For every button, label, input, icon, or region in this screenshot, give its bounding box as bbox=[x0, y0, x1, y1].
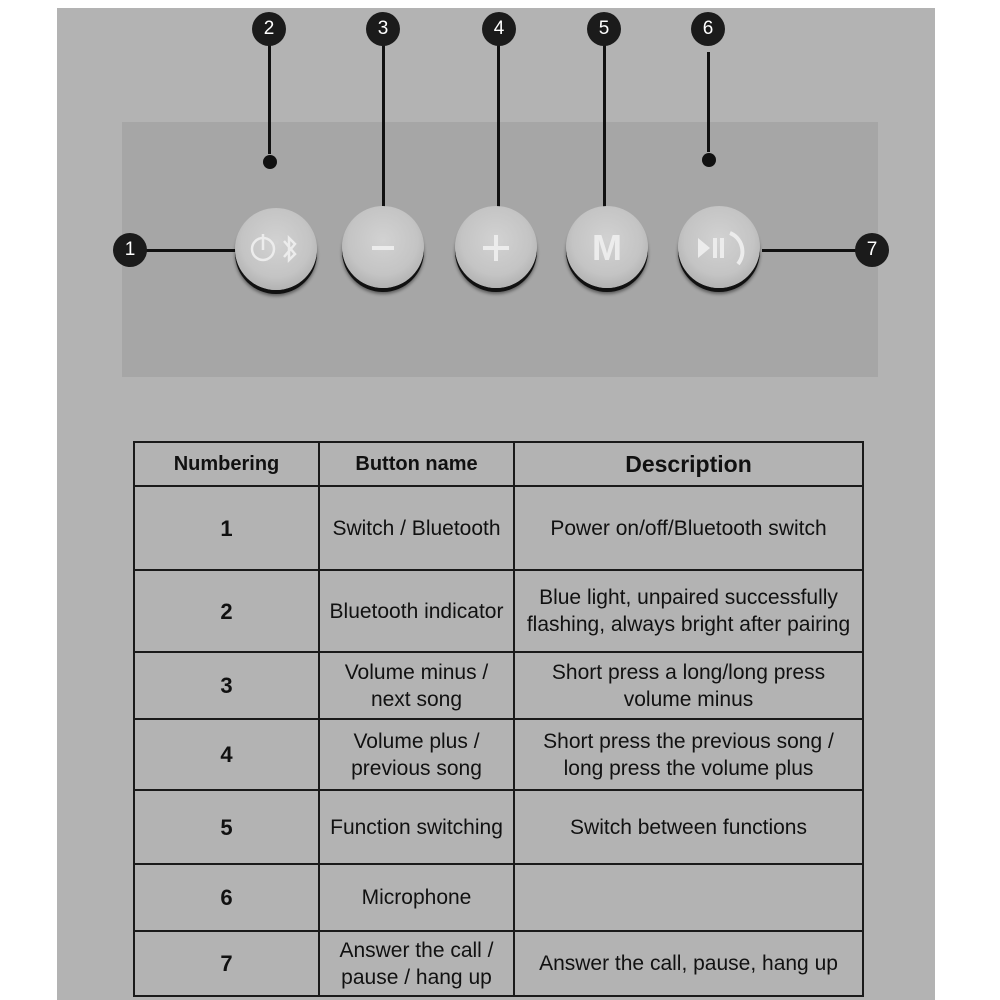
table-row bbox=[134, 719, 863, 790]
table-row bbox=[134, 931, 863, 996]
name-line: previous song bbox=[351, 756, 482, 780]
header-button-name: Button name bbox=[319, 442, 514, 486]
mode-icon bbox=[566, 206, 648, 288]
row-button-name bbox=[319, 864, 514, 931]
volume-minus-button[interactable] bbox=[342, 206, 424, 288]
row-number: 2 bbox=[134, 570, 319, 652]
row-number: 4 bbox=[134, 719, 319, 790]
desc-line: Power on/off/Bluetooth switch bbox=[550, 516, 827, 540]
desc-line: long press the volume plus bbox=[563, 756, 814, 780]
play-pause-button[interactable] bbox=[678, 206, 760, 288]
name-line: Volume plus / bbox=[353, 729, 480, 753]
power-bluetooth-icon bbox=[235, 208, 317, 290]
marker-4: 4 bbox=[482, 12, 516, 46]
volume-plus-button[interactable] bbox=[455, 206, 537, 288]
table-row bbox=[134, 570, 863, 652]
desc-line: Short press the previous song / bbox=[543, 729, 834, 753]
name-line: Bluetooth indicator bbox=[329, 599, 504, 623]
marker-5: 5 bbox=[587, 12, 621, 46]
name-line: Microphone bbox=[361, 886, 472, 909]
minus-icon bbox=[342, 206, 424, 288]
row-button-name bbox=[319, 719, 514, 790]
row-button-name bbox=[319, 790, 514, 864]
name-line: Function switching bbox=[330, 815, 503, 839]
row-description bbox=[514, 570, 863, 652]
leader-line-1 bbox=[140, 249, 236, 252]
desc-line: Blue light, unpaired successfully bbox=[539, 586, 838, 609]
button-spec-table bbox=[133, 441, 864, 997]
desc-line: volume minus bbox=[623, 687, 754, 711]
header-numbering: Numbering bbox=[134, 442, 319, 486]
name-line: Answer the call / bbox=[339, 938, 494, 962]
row-description bbox=[514, 652, 863, 719]
marker-3: 3 bbox=[366, 12, 400, 46]
table-row bbox=[134, 652, 863, 719]
leader-line-5 bbox=[603, 44, 606, 210]
row-description bbox=[514, 719, 863, 790]
row-number: 1 bbox=[134, 486, 319, 570]
table-row bbox=[134, 864, 863, 931]
leader-line-7 bbox=[762, 249, 856, 252]
leader-line-3 bbox=[382, 44, 385, 210]
name-line: Switch / Bluetooth bbox=[332, 516, 501, 540]
row-button-name bbox=[319, 652, 514, 719]
microphone-hole bbox=[702, 153, 716, 167]
row-description bbox=[514, 486, 863, 570]
row-button-name bbox=[319, 931, 514, 996]
leader-line-4 bbox=[497, 44, 500, 210]
row-description bbox=[514, 931, 863, 996]
table-row bbox=[134, 790, 863, 864]
table-row bbox=[134, 486, 863, 570]
marker-2: 2 bbox=[252, 12, 286, 46]
desc-line: flashing, always bright after pairing bbox=[526, 613, 851, 636]
marker-7: 7 bbox=[855, 233, 889, 267]
name-line: next song bbox=[370, 687, 463, 711]
desc-line: Answer the call, pause, hang up bbox=[539, 952, 838, 975]
row-description bbox=[514, 864, 863, 931]
name-line: Volume minus / bbox=[344, 660, 489, 684]
play-pause-icon bbox=[678, 206, 760, 288]
mode-button[interactable] bbox=[566, 206, 648, 288]
desc-line: Short press a long/long press bbox=[551, 660, 826, 684]
row-number: 7 bbox=[134, 931, 319, 996]
power-bluetooth-button[interactable] bbox=[235, 208, 317, 290]
plus-icon bbox=[455, 206, 537, 288]
marker-6: 6 bbox=[691, 12, 725, 46]
row-button-name bbox=[319, 570, 514, 652]
name-line: pause / hang up bbox=[341, 965, 492, 989]
leader-line-6 bbox=[707, 52, 710, 152]
svg-text:M: M bbox=[592, 227, 622, 268]
marker-1: 1 bbox=[113, 233, 147, 267]
bluetooth-indicator-light bbox=[263, 155, 277, 169]
header-description: Description bbox=[514, 442, 863, 486]
desc-line: Switch between functions bbox=[570, 815, 807, 839]
table-header-row bbox=[134, 442, 863, 486]
row-description bbox=[514, 790, 863, 864]
row-number: 5 bbox=[134, 790, 319, 864]
row-number: 6 bbox=[134, 864, 319, 931]
row-number: 3 bbox=[134, 652, 319, 719]
row-button-name bbox=[319, 486, 514, 570]
leader-line-2 bbox=[268, 44, 271, 154]
